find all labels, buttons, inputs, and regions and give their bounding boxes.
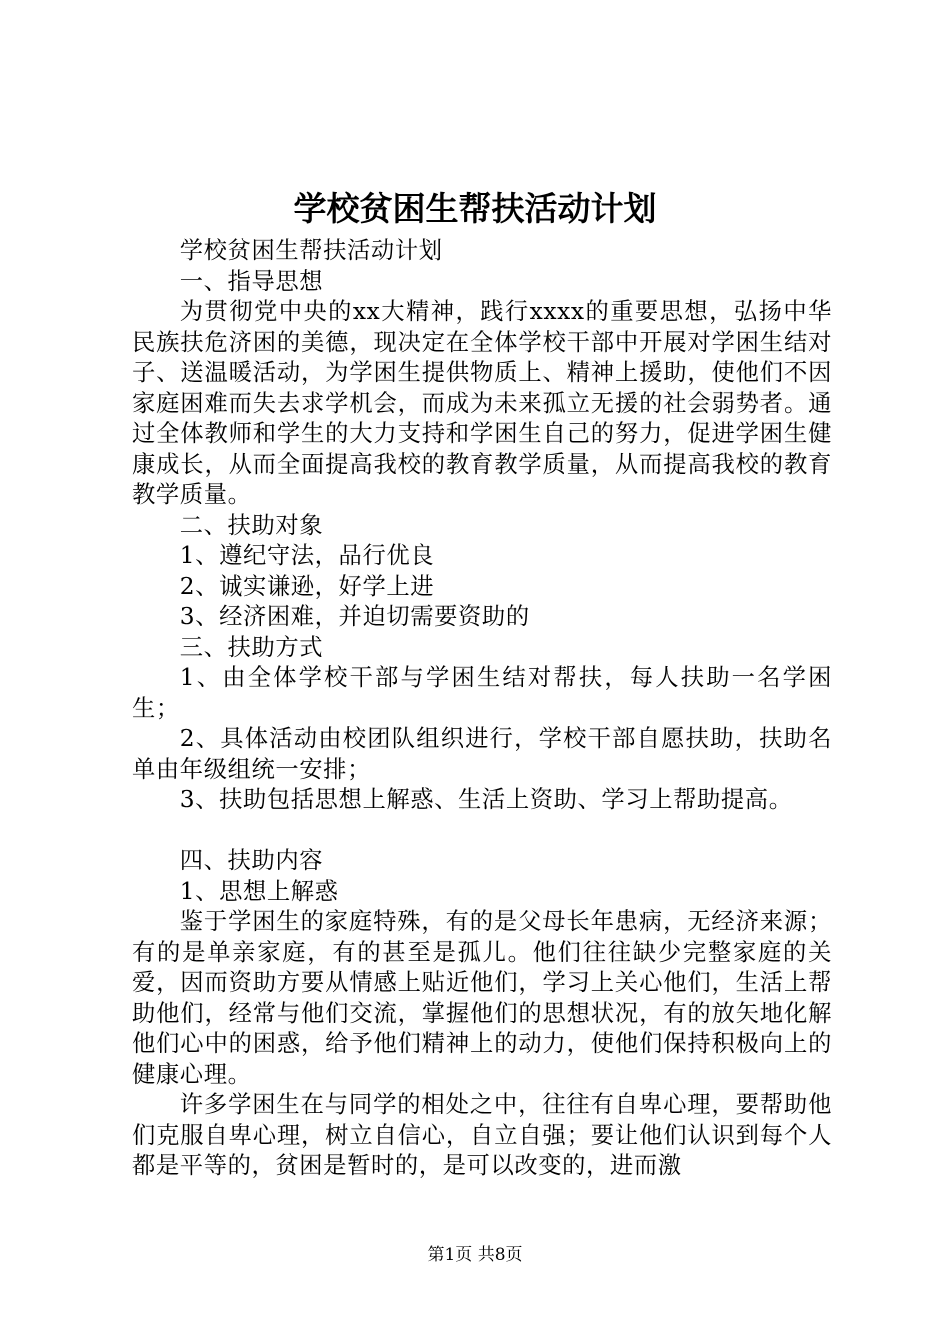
heading-assistance-content: 四、扶助内容 [179, 847, 324, 874]
list-item-target-3: 3、经济困难，并迫切需要资助的 [179, 603, 530, 630]
list-item-method-2: 2、具体活动由校团队组织进行，学校干部自愿扶助，扶助名单由年级组统一安排； [132, 725, 832, 783]
document-body [132, 236, 832, 1182]
subheading-ideological-help: 1、思想上解惑 [179, 877, 339, 905]
list-item-target-1: 1、遵纪守法，品行优良 [179, 542, 435, 569]
document-title: 学校贫困生帮扶活动计划 [293, 189, 657, 228]
list-item-method-3: 3、扶助包括思想上解惑、生活上资助、学习上帮助提高。 [179, 786, 793, 813]
heading-assistance-targets: 二、扶助对象 [179, 511, 324, 539]
heading-guiding-ideology: 一、指导思想 [179, 267, 324, 295]
paragraph-self-confidence: 许多学困生在与同学的相处之中，往往有自卑心理，要帮助他们克服自卑心理，树立自信心，自立自强；要让他们认识到每个人都是平等的，贫困是暂时的，是可以改变的，进而激 [132, 1091, 832, 1179]
list-item-method-1: 1、由全体学校干部与学困生结对帮扶，每人扶助一名学困生； [132, 664, 832, 722]
page-footer: 第1页 共8页 [427, 1245, 523, 1265]
paragraph-subtitle: 学校贫困生帮扶活动计划 [179, 237, 443, 264]
paragraph-spacer [132, 816, 832, 847]
paragraph-guiding-ideology: 为贯彻党中央的xx大精神，践行xxxx的重要思想，弘扬中华民族扶危济困的美德，现决定在全体学校干部中开展对学困生结对子、送温暖活动，为学困生提供物质上、精神上援助，使他们不因家庭困难而失去求学机会，而成为未来孤立无援的社会弱势者。通过全体教师和学生的大力支持和学困生自己的努力，促进学困生健康成长，从而全面提高我校的教育教学质量，从而提高我校的教育教学质量。 [132, 298, 832, 508]
list-item-target-2: 2、诚实谦逊，好学上进 [179, 572, 435, 600]
paragraph-ideological-help: 鉴于学困生的家庭特殊，有的是父母长年患病，无经济来源；有的是单亲家庭，有的甚至是孤儿。他们往往缺少完整家庭的关爱，因而资助方要从情感上贴近他们，学习上关心他们，生活上帮助他们，经常与他们交流，掌握他们的思想状况，有的放矢地化解他们心中的困惑，给予他们精神上的动力，使他们保持积极向上的健康心理。 [132, 908, 832, 1088]
heading-assistance-methods: 三、扶助方式 [179, 633, 324, 661]
